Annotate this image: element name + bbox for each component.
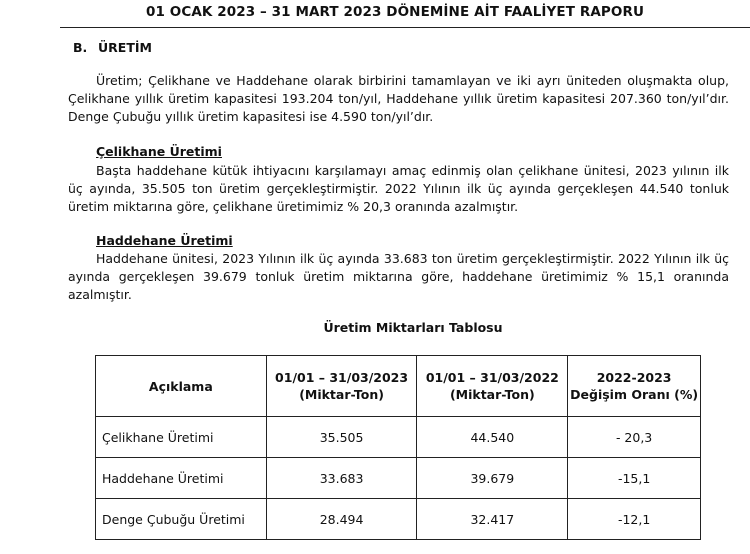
section-heading	[73, 40, 152, 55]
row-change: -12,1	[568, 499, 701, 540]
intro-paragraph: Üretim; Çelikhane ve Haddehane olarak birbirini tamamlayan ve iki ayrı üniteden oluşmakta olup, Çelikhane yıllık üretim kapasitesi 193.204 ton/yıl, Haddehane yıllık üretim kapasitesi 207.360 ton/yıl’dır. Denge Çubuğu yıllık üretim kapasitesi ise 4.590 ton/yıl’dır.	[68, 73, 729, 124]
row-value-2022: 32.417	[417, 499, 568, 540]
table-row	[96, 499, 701, 540]
section-title: ÜRETİM	[98, 40, 152, 55]
section-number: B.	[73, 40, 88, 55]
haddehane-heading: Haddehane Üretimi	[96, 233, 233, 248]
production-table	[95, 355, 701, 540]
row-value-2022: 39.679	[417, 458, 568, 499]
table-header-row	[96, 356, 701, 417]
row-label: Denge Çubuğu Üretimi	[96, 499, 267, 540]
celikhane-heading: Çelikhane Üretimi	[96, 144, 222, 159]
row-label: Haddehane Üretimi	[96, 458, 267, 499]
row-value-2023: 33.683	[266, 458, 417, 499]
haddehane-paragraph: Haddehane ünitesi, 2023 Yılının ilk üç ayında 33.683 ton üretim gerçekleştirmiştir. 2022 Yılının ilk üç ayında gerçekleşen 39.679 tonluk üretim miktarına göre, haddehane üretimimiz % 15,1 oranında azalmıştır.	[68, 251, 729, 302]
table-title: Üretim Miktarları Tablosu	[323, 320, 503, 335]
table-row	[96, 417, 701, 458]
row-value-2023: 28.494	[266, 499, 417, 540]
header-cell-2023: 01/01 – 31/03/2023 (Miktar-Ton)	[266, 356, 417, 417]
header-cell-2022: 01/01 – 31/03/2022 (Miktar-Ton)	[417, 356, 568, 417]
row-value-2023: 35.505	[266, 417, 417, 458]
header-cell-change: 2022-2023 Değişim Oranı (%)	[568, 356, 701, 417]
celikhane-paragraph: Başta haddehane kütük ihtiyacını karşılamayı amaç edinmiş olan çelikhane ünitesi, 2023 yılının ilk üç ayında, 35.505 ton üretim gerçekleştirmiştir. 2022 Yılının ilk üç ayında gerçekleşen 44.540 tonluk üretim miktarına göre, çelikhane üretimimiz % 20,3 oranında azalmıştır.	[68, 163, 729, 214]
row-change: - 20,3	[568, 417, 701, 458]
report-header-title: 01 OCAK 2023 – 31 MART 2023 DÖNEMİNE AİT FAALİYET RAPORU	[145, 4, 645, 20]
header-cell-description: Açıklama	[96, 356, 267, 417]
header-divider	[60, 27, 750, 28]
table-row	[96, 458, 701, 499]
row-value-2022: 44.540	[417, 417, 568, 458]
row-label: Çelikhane Üretimi	[96, 417, 267, 458]
row-change: -15,1	[568, 458, 701, 499]
